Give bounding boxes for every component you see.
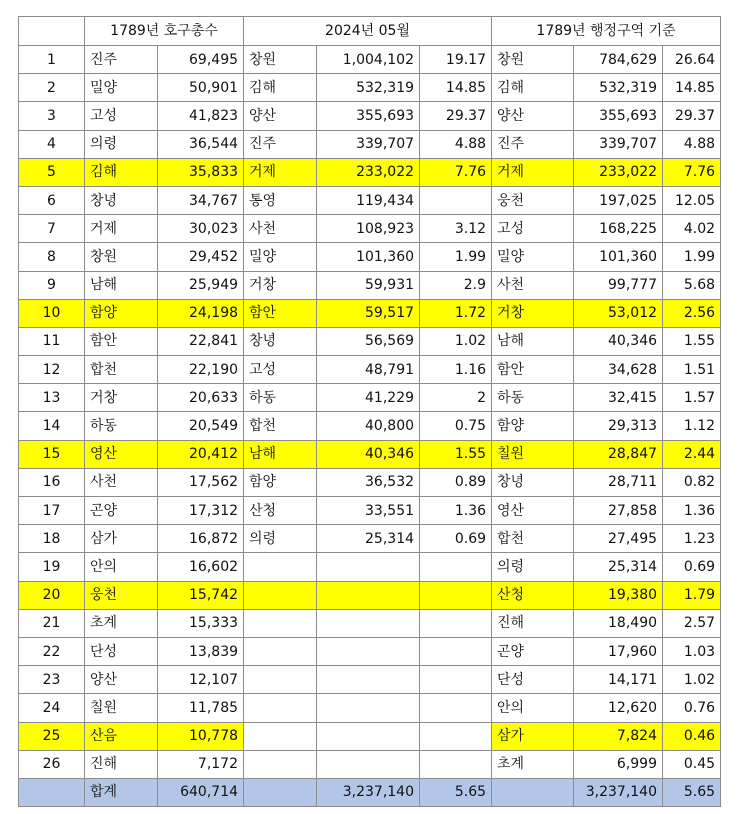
region-admin-cell: 초계: [492, 750, 574, 778]
households-1789-cell: 22,190: [158, 356, 244, 384]
population-table: [18, 16, 721, 807]
rank-cell: 7: [19, 215, 85, 243]
header-rank-cell: [19, 17, 85, 46]
region-admin-cell: 단성: [492, 666, 574, 694]
rank-cell: 26: [19, 750, 85, 778]
region-1789-cell: 산음: [85, 722, 158, 750]
region-2024-cell: 하동: [244, 384, 317, 412]
region-2024-cell: 의령: [244, 525, 317, 553]
region-1789-cell: 진해: [85, 750, 158, 778]
table-row: [19, 102, 721, 130]
rank-cell: 6: [19, 186, 85, 214]
region-1789-cell: 거창: [85, 384, 158, 412]
table-row: [19, 694, 721, 722]
households-1789-cell: 22,841: [158, 327, 244, 355]
households-1789-cell: 25,949: [158, 271, 244, 299]
population-2024-cell: 532,319: [317, 74, 420, 102]
region-admin-cell: 창원: [492, 46, 574, 74]
ratio-2024-cell: 0.75: [420, 412, 492, 440]
region-1789-cell: 함안: [85, 327, 158, 355]
region-2024-cell: 고성: [244, 356, 317, 384]
ratio-2024-cell: [420, 609, 492, 637]
region-2024-cell: 산청: [244, 497, 317, 525]
table-row: [19, 299, 721, 327]
header-row: [19, 17, 721, 46]
rank-cell: 23: [19, 666, 85, 694]
population-admin-cell: 53,012: [574, 299, 663, 327]
total-region-admin-cell: [492, 778, 574, 806]
ratio-admin-cell: 2.56: [663, 299, 721, 327]
ratio-admin-cell: 7.76: [663, 158, 721, 186]
households-1789-cell: 20,633: [158, 384, 244, 412]
table-row: [19, 384, 721, 412]
table-row: [19, 722, 721, 750]
households-1789-cell: 17,312: [158, 497, 244, 525]
rank-cell: 25: [19, 722, 85, 750]
population-2024-cell: 25,314: [317, 525, 420, 553]
ratio-2024-cell: 4.88: [420, 130, 492, 158]
region-1789-cell: 하동: [85, 412, 158, 440]
region-1789-cell: 곤양: [85, 497, 158, 525]
region-1789-cell: 의령: [85, 130, 158, 158]
population-2024-cell: [317, 637, 420, 665]
households-1789-cell: 30,023: [158, 215, 244, 243]
ratio-admin-cell: 4.88: [663, 130, 721, 158]
rank-cell: 9: [19, 271, 85, 299]
ratio-2024-cell: 1.72: [420, 299, 492, 327]
ratio-admin-cell: 0.76: [663, 694, 721, 722]
population-admin-cell: 40,346: [574, 327, 663, 355]
region-1789-cell: 고성: [85, 102, 158, 130]
ratio-admin-cell: 1.23: [663, 525, 721, 553]
ratio-admin-cell: 29.37: [663, 102, 721, 130]
ratio-2024-cell: 1.02: [420, 327, 492, 355]
ratio-admin-cell: 12.05: [663, 186, 721, 214]
ratio-admin-cell: 4.02: [663, 215, 721, 243]
population-admin-cell: 6,999: [574, 750, 663, 778]
rank-cell: 8: [19, 243, 85, 271]
region-admin-cell: 고성: [492, 215, 574, 243]
total-ratio-2024: 5.65: [420, 778, 492, 806]
rank-cell: 11: [19, 327, 85, 355]
ratio-2024-cell: 1.16: [420, 356, 492, 384]
population-2024-cell: [317, 581, 420, 609]
population-admin-cell: 28,711: [574, 468, 663, 496]
total-rank-cell: [19, 778, 85, 806]
region-1789-cell: 창원: [85, 243, 158, 271]
ratio-admin-cell: 2.44: [663, 440, 721, 468]
rank-cell: 2: [19, 74, 85, 102]
region-2024-cell: 창원: [244, 46, 317, 74]
rank-cell: 19: [19, 553, 85, 581]
population-2024-cell: [317, 609, 420, 637]
ratio-2024-cell: [420, 666, 492, 694]
table-row: [19, 525, 721, 553]
households-1789-cell: 69,495: [158, 46, 244, 74]
population-admin-cell: 101,360: [574, 243, 663, 271]
population-2024-cell: 355,693: [317, 102, 420, 130]
region-admin-cell: 함양: [492, 412, 574, 440]
population-admin-cell: 29,313: [574, 412, 663, 440]
rank-cell: 20: [19, 581, 85, 609]
rank-cell: 15: [19, 440, 85, 468]
ratio-2024-cell: [420, 694, 492, 722]
table-row: [19, 46, 721, 74]
population-admin-cell: 168,225: [574, 215, 663, 243]
population-2024-cell: 101,360: [317, 243, 420, 271]
region-admin-cell: 함안: [492, 356, 574, 384]
population-2024-cell: [317, 666, 420, 694]
households-1789-cell: 36,544: [158, 130, 244, 158]
ratio-admin-cell: 1.57: [663, 384, 721, 412]
region-admin-cell: 거창: [492, 299, 574, 327]
households-1789-cell: 20,549: [158, 412, 244, 440]
ratio-admin-cell: 0.46: [663, 722, 721, 750]
region-1789-cell: 남해: [85, 271, 158, 299]
population-2024-cell: 1,004,102: [317, 46, 420, 74]
population-admin-cell: 7,824: [574, 722, 663, 750]
population-2024-cell: 48,791: [317, 356, 420, 384]
households-1789-cell: 50,901: [158, 74, 244, 102]
population-admin-cell: 27,495: [574, 525, 663, 553]
region-2024-cell: 함양: [244, 468, 317, 496]
rank-cell: 16: [19, 468, 85, 496]
ratio-admin-cell: 0.82: [663, 468, 721, 496]
population-admin-cell: 532,319: [574, 74, 663, 102]
header-1789-admin-basis: 1789년 행정구역 기준: [492, 17, 721, 46]
population-2024-cell: 41,229: [317, 384, 420, 412]
region-1789-cell: 양산: [85, 666, 158, 694]
total-population-2024: 3,237,140: [317, 778, 420, 806]
population-admin-cell: 34,628: [574, 356, 663, 384]
ratio-2024-cell: 1.36: [420, 497, 492, 525]
population-admin-cell: 12,620: [574, 694, 663, 722]
header-2024-05: 2024년 05월: [244, 17, 492, 46]
rank-cell: 12: [19, 356, 85, 384]
households-1789-cell: 16,602: [158, 553, 244, 581]
region-2024-cell: [244, 750, 317, 778]
ratio-admin-cell: 1.99: [663, 243, 721, 271]
region-2024-cell: 남해: [244, 440, 317, 468]
region-1789-cell: 영산: [85, 440, 158, 468]
region-2024-cell: 합천: [244, 412, 317, 440]
rank-cell: 21: [19, 609, 85, 637]
region-2024-cell: [244, 553, 317, 581]
population-admin-cell: 784,629: [574, 46, 663, 74]
region-admin-cell: 김해: [492, 74, 574, 102]
table-row: [19, 637, 721, 665]
households-1789-cell: 41,823: [158, 102, 244, 130]
households-1789-cell: 12,107: [158, 666, 244, 694]
region-2024-cell: [244, 581, 317, 609]
table-row: [19, 581, 721, 609]
ratio-admin-cell: 1.51: [663, 356, 721, 384]
table-row: [19, 750, 721, 778]
ratio-admin-cell: 1.02: [663, 666, 721, 694]
total-row: [19, 778, 721, 806]
region-admin-cell: 웅천: [492, 186, 574, 214]
region-admin-cell: 칠원: [492, 440, 574, 468]
table-row: [19, 130, 721, 158]
region-2024-cell: 창녕: [244, 327, 317, 355]
rank-cell: 17: [19, 497, 85, 525]
population-admin-cell: 355,693: [574, 102, 663, 130]
table-row: [19, 271, 721, 299]
rank-cell: 10: [19, 299, 85, 327]
households-1789-cell: 34,767: [158, 186, 244, 214]
region-1789-cell: 안의: [85, 553, 158, 581]
total-label: 합계: [85, 778, 158, 806]
region-admin-cell: 안의: [492, 694, 574, 722]
population-admin-cell: 14,171: [574, 666, 663, 694]
region-2024-cell: 밀양: [244, 243, 317, 271]
population-admin-cell: 25,314: [574, 553, 663, 581]
ratio-2024-cell: 29.37: [420, 102, 492, 130]
households-1789-cell: 29,452: [158, 243, 244, 271]
table-row: [19, 440, 721, 468]
rank-cell: 18: [19, 525, 85, 553]
rank-cell: 22: [19, 637, 85, 665]
households-1789-cell: 16,872: [158, 525, 244, 553]
total-region-2024-cell: [244, 778, 317, 806]
header-1789-households: 1789년 호구총수: [85, 17, 244, 46]
region-1789-cell: 삼가: [85, 525, 158, 553]
households-1789-cell: 10,778: [158, 722, 244, 750]
rank-cell: 14: [19, 412, 85, 440]
region-1789-cell: 합천: [85, 356, 158, 384]
table-row: [19, 327, 721, 355]
table-row: [19, 186, 721, 214]
region-1789-cell: 칠원: [85, 694, 158, 722]
region-admin-cell: 의령: [492, 553, 574, 581]
table-row: [19, 468, 721, 496]
rank-cell: 5: [19, 158, 85, 186]
population-admin-cell: 27,858: [574, 497, 663, 525]
ratio-admin-cell: 1.36: [663, 497, 721, 525]
table-row: [19, 243, 721, 271]
region-admin-cell: 영산: [492, 497, 574, 525]
ratio-admin-cell: 5.68: [663, 271, 721, 299]
table-row: [19, 666, 721, 694]
ratio-2024-cell: 0.69: [420, 525, 492, 553]
households-1789-cell: 11,785: [158, 694, 244, 722]
region-2024-cell: [244, 666, 317, 694]
region-2024-cell: 거제: [244, 158, 317, 186]
region-1789-cell: 웅천: [85, 581, 158, 609]
region-1789-cell: 사천: [85, 468, 158, 496]
population-2024-cell: 59,931: [317, 271, 420, 299]
table-row: [19, 158, 721, 186]
ratio-admin-cell: 1.03: [663, 637, 721, 665]
ratio-2024-cell: 0.89: [420, 468, 492, 496]
ratio-2024-cell: [420, 722, 492, 750]
region-admin-cell: 곤양: [492, 637, 574, 665]
region-1789-cell: 초계: [85, 609, 158, 637]
region-admin-cell: 진해: [492, 609, 574, 637]
ratio-admin-cell: 1.12: [663, 412, 721, 440]
population-2024-cell: 233,022: [317, 158, 420, 186]
region-2024-cell: [244, 609, 317, 637]
table-row: [19, 497, 721, 525]
population-admin-cell: 19,380: [574, 581, 663, 609]
population-2024-cell: 108,923: [317, 215, 420, 243]
region-2024-cell: 진주: [244, 130, 317, 158]
households-1789-cell: 13,839: [158, 637, 244, 665]
rank-cell: 4: [19, 130, 85, 158]
population-2024-cell: [317, 722, 420, 750]
region-2024-cell: [244, 722, 317, 750]
ratio-2024-cell: 19.17: [420, 46, 492, 74]
population-admin-cell: 18,490: [574, 609, 663, 637]
region-admin-cell: 밀양: [492, 243, 574, 271]
ratio-2024-cell: [420, 637, 492, 665]
households-1789-cell: 15,333: [158, 609, 244, 637]
table-row: [19, 609, 721, 637]
ratio-2024-cell: 3.12: [420, 215, 492, 243]
ratio-2024-cell: 2: [420, 384, 492, 412]
households-1789-cell: 20,412: [158, 440, 244, 468]
region-admin-cell: 사천: [492, 271, 574, 299]
ratio-2024-cell: 1.99: [420, 243, 492, 271]
population-2024-cell: 40,800: [317, 412, 420, 440]
region-admin-cell: 합천: [492, 525, 574, 553]
region-1789-cell: 거제: [85, 215, 158, 243]
region-admin-cell: 창녕: [492, 468, 574, 496]
households-1789-cell: 7,172: [158, 750, 244, 778]
population-2024-cell: 119,434: [317, 186, 420, 214]
population-2024-cell: 56,569: [317, 327, 420, 355]
ratio-2024-cell: 14.85: [420, 74, 492, 102]
region-1789-cell: 함양: [85, 299, 158, 327]
region-1789-cell: 김해: [85, 158, 158, 186]
population-2024-cell: 339,707: [317, 130, 420, 158]
households-1789-cell: 35,833: [158, 158, 244, 186]
region-admin-cell: 거제: [492, 158, 574, 186]
ratio-admin-cell: 1.55: [663, 327, 721, 355]
population-2024-cell: [317, 694, 420, 722]
rank-cell: 3: [19, 102, 85, 130]
population-admin-cell: 32,415: [574, 384, 663, 412]
population-2024-cell: 40,346: [317, 440, 420, 468]
ratio-admin-cell: 2.57: [663, 609, 721, 637]
ratio-2024-cell: 1.55: [420, 440, 492, 468]
population-admin-cell: 233,022: [574, 158, 663, 186]
population-admin-cell: 339,707: [574, 130, 663, 158]
rank-cell: 1: [19, 46, 85, 74]
households-1789-cell: 15,742: [158, 581, 244, 609]
population-2024-cell: 59,517: [317, 299, 420, 327]
table-row: [19, 356, 721, 384]
region-admin-cell: 삼가: [492, 722, 574, 750]
region-1789-cell: 밀양: [85, 74, 158, 102]
ratio-2024-cell: [420, 750, 492, 778]
rank-cell: 24: [19, 694, 85, 722]
region-2024-cell: 통영: [244, 186, 317, 214]
population-2024-cell: 36,532: [317, 468, 420, 496]
ratio-admin-cell: 14.85: [663, 74, 721, 102]
table-row: [19, 74, 721, 102]
population-admin-cell: 197,025: [574, 186, 663, 214]
households-1789-cell: 17,562: [158, 468, 244, 496]
region-2024-cell: 사천: [244, 215, 317, 243]
region-2024-cell: 거창: [244, 271, 317, 299]
ratio-2024-cell: [420, 553, 492, 581]
population-2024-cell: [317, 553, 420, 581]
population-2024-cell: [317, 750, 420, 778]
region-2024-cell: 양산: [244, 102, 317, 130]
total-ratio-admin: 5.65: [663, 778, 721, 806]
rank-cell: 13: [19, 384, 85, 412]
ratio-admin-cell: 0.45: [663, 750, 721, 778]
region-1789-cell: 창녕: [85, 186, 158, 214]
region-2024-cell: [244, 637, 317, 665]
region-admin-cell: 진주: [492, 130, 574, 158]
table-row: [19, 553, 721, 581]
total-households-1789: 640,714: [158, 778, 244, 806]
population-2024-cell: 33,551: [317, 497, 420, 525]
households-1789-cell: 24,198: [158, 299, 244, 327]
population-admin-cell: 28,847: [574, 440, 663, 468]
region-2024-cell: [244, 694, 317, 722]
total-population-admin: 3,237,140: [574, 778, 663, 806]
region-admin-cell: 하동: [492, 384, 574, 412]
ratio-admin-cell: 0.69: [663, 553, 721, 581]
region-admin-cell: 양산: [492, 102, 574, 130]
region-admin-cell: 남해: [492, 327, 574, 355]
ratio-2024-cell: 7.76: [420, 158, 492, 186]
population-admin-cell: 17,960: [574, 637, 663, 665]
ratio-2024-cell: [420, 186, 492, 214]
table-row: [19, 215, 721, 243]
region-2024-cell: 김해: [244, 74, 317, 102]
ratio-2024-cell: 2.9: [420, 271, 492, 299]
table-row: [19, 412, 721, 440]
population-admin-cell: 99,777: [574, 271, 663, 299]
ratio-admin-cell: 26.64: [663, 46, 721, 74]
ratio-admin-cell: 1.79: [663, 581, 721, 609]
region-1789-cell: 진주: [85, 46, 158, 74]
region-1789-cell: 단성: [85, 637, 158, 665]
region-2024-cell: 함안: [244, 299, 317, 327]
region-admin-cell: 산청: [492, 581, 574, 609]
ratio-2024-cell: [420, 581, 492, 609]
